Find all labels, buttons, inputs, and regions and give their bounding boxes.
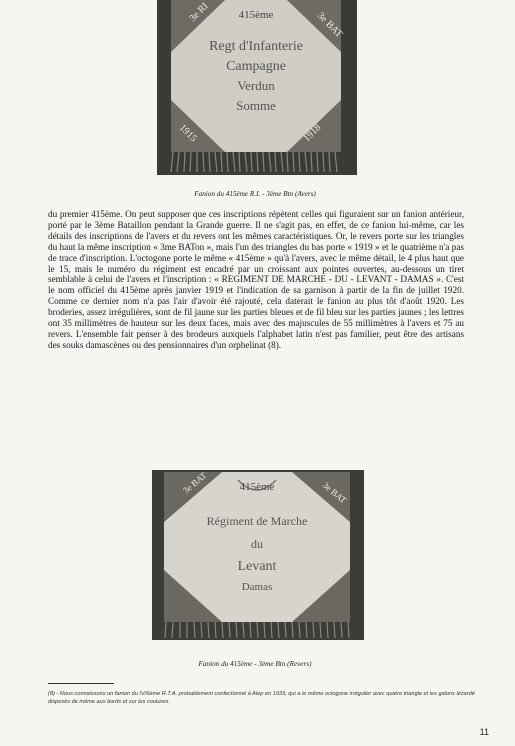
flag1-regiment-number: 415ème — [238, 9, 274, 21]
flag2-line-4: Damas — [241, 581, 273, 593]
flag2-corner-tl: 3e BAT — [180, 470, 209, 496]
figure-caption-avers: Fanion du 415ème R.I. - 3ème Btn (Avers) — [194, 190, 316, 198]
flag2-line-2: du — [251, 537, 263, 551]
flag1-line-1: Regt d'Infanterie — [209, 39, 303, 54]
body-paragraph: du premier 415ème. On peut supposer que ces inscriptions répètent celles qui figuraient sur un fanion antérieur, porté par le 3ème Bataillon pendant la Grande guerre. Il ne s'agit pas, en effet, de ce fanion lui-même, car les détails des inscriptions de l'avers et du revers ont les mêmes caractéristiques. Or, le revers porte sur les triangles du haut la même inscription « 3me BATon », mais l'un des triangles du bas porte « 1919 » et le quatrième n'a pas de trace d'inscription. L'octogone porte le même « 415ème » qu'à l'avers, avec le même détail, le 4 plus haut que le 15, mais le numéro du régiment est encadré par un croissant aux pointes ouvertes, au-dessous un tiret semblable à celui de l'avers et l'inscription : « REGIMENT DE MARCHE - DU - LEVANT - DAMAS ». C'est le nom officiel du 415ème après janvier 1919 et l'indication de sa garnison à partir de la fin de juillet 1920. Comme ce dernier nom n'a pas l'air d'avoir été rajouté, cela daterait le fanion au plus tôt d'août 1920. Les broderies, assez irrégulières, sont de fil jaune sur les parties bleues et de fil bleu sur les parties jaunes ; les lettres ont 35 millimètres de hauteur sur les deux faces, mais avec des majuscules de 55 millimètres à l'avers et 75 au revers. L'ensemble fait penser à des brodeurs auxquels l'alphabet latin n'est pas familier, peut être des artisans des souks damascènes ou des pensionnaires d'un orphelinat (8). — [48, 209, 464, 350]
flag1-corner-bl: 1915 — [176, 122, 199, 145]
flag1-line-4: Somme — [236, 98, 276, 113]
footnote: (8) - Nous connaissons un fanion du IV/6ème R.T.A. probablement confectionné à Alep en 1933, qui a le même octogone irrégulier avec quatre triangle et les galons lézardé disposés de même aux bords et sur les coutures. — [48, 691, 475, 705]
flag2-line-3: Levant — [237, 559, 277, 574]
flag1-line-3: Verdun — [237, 78, 275, 93]
flag1-corner-br: 1918 — [301, 122, 324, 145]
flag2-corner-tr: 3e BAT — [320, 479, 349, 506]
flag-photo-revers — [152, 470, 364, 640]
flag1-line-2: Campagne — [226, 59, 286, 74]
page-number: 11 — [479, 727, 489, 737]
figure-caption-revers: Fanion du 415ème - 3ème Btn (Revers) — [198, 660, 312, 668]
flag1-corner-tr: 3e BAT — [314, 10, 345, 40]
footnote-rule — [48, 683, 114, 684]
flag2-line-1: Régiment de Marche — [206, 514, 308, 528]
flag2-regiment-number: 415ème — [239, 481, 275, 493]
flag1-corner-tl: 3e RI — [187, 0, 211, 25]
flag-photo-avers — [157, 0, 357, 175]
